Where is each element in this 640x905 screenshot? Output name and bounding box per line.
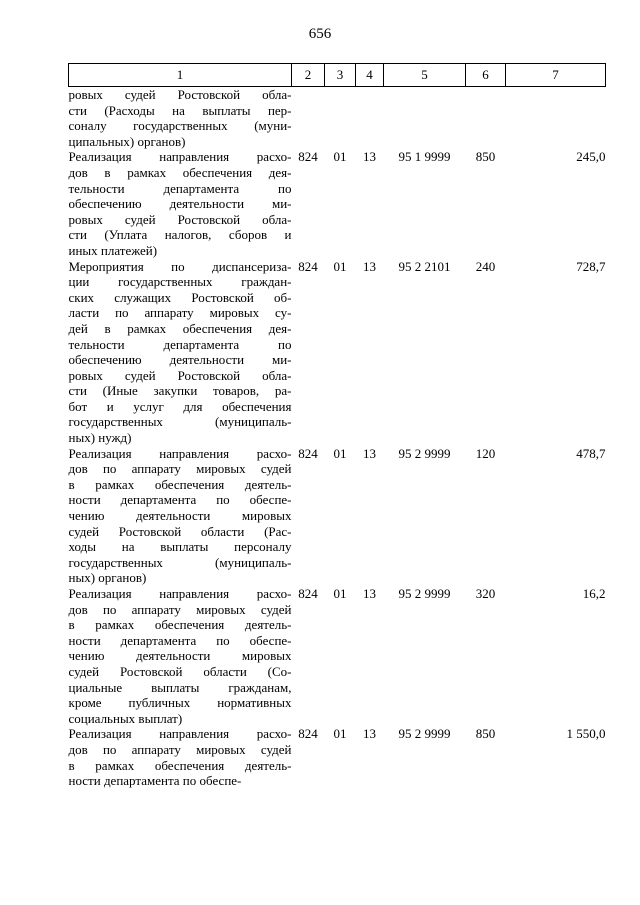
description-line: кроме публичных нормативных: [68, 695, 292, 711]
description-line: ции государственных граждан-: [68, 274, 292, 290]
expense-type-cell: 850: [475, 726, 496, 742]
description-line: дов в рамках обеспечения дея-: [68, 164, 292, 180]
description-line: ности департамента по обеспе-: [68, 632, 292, 648]
ministry-code-cell: 824: [298, 586, 318, 601]
subsection-code-cell: 13: [363, 726, 376, 742]
table-row: [69, 149, 606, 258]
subsection-code-cell: 13: [363, 258, 376, 274]
description-line: в рамках обеспечения деятель-: [68, 476, 292, 492]
section-code-cell: 01: [333, 586, 347, 601]
column-header: 6: [466, 64, 506, 87]
page-number: 656: [308, 26, 332, 42]
description-line: обеспечению деятельности ми-: [68, 196, 292, 212]
target-article-cell: 95 2 2101: [398, 258, 451, 274]
section-code-cell: 01: [333, 726, 347, 742]
description-line: бот и услуг для обеспечения: [68, 398, 292, 414]
description-line: социальных выплат): [68, 710, 183, 726]
table-row: [69, 446, 606, 586]
description-line: ности департамента по обеспе-: [68, 773, 242, 789]
description-line: в рамках обеспечения деятель-: [68, 617, 292, 633]
section-code-cell: 01: [333, 258, 347, 274]
target-article-cell: [384, 87, 466, 150]
description-line: тельности департамента по: [68, 180, 292, 196]
description-line: циальные выплаты гражданам,: [68, 679, 292, 695]
description-line: судей Ростовской области (Рас-: [68, 523, 292, 539]
ministry-code-cell: 824: [298, 258, 318, 274]
description-line: ходы на выплаты персоналу: [68, 539, 292, 555]
row-description: [69, 259, 292, 446]
description-line: дов по аппарату мировых судей: [68, 741, 292, 757]
description-line: тельности департамента по: [68, 336, 292, 352]
table-row: [69, 259, 606, 446]
row-description: [69, 586, 292, 726]
amount-cell: 478,7: [576, 445, 606, 461]
row-description: [69, 446, 292, 586]
column-header: 5: [384, 64, 466, 87]
description-line: ласти по аппарату мировых су-: [68, 305, 292, 321]
column-header: 3: [325, 64, 356, 87]
section-code-cell: 01: [333, 445, 347, 461]
amount-cell: 16,2: [582, 586, 606, 601]
description-line: сти (Уплата налогов, сборов и: [68, 227, 292, 243]
column-header: 7: [506, 64, 606, 87]
description-line: ровых судей Ростовской обла-: [68, 211, 292, 227]
ministry-code-cell: 824: [298, 149, 318, 165]
subsection-code-cell: 13: [363, 586, 376, 601]
description-line: государственных (муниципаль-: [68, 414, 292, 430]
description-line: ципальных) органов): [68, 133, 186, 149]
expense-type-cell: 240: [475, 258, 496, 274]
description-line: Мероприятия по диспансериза-: [68, 258, 292, 274]
description-line: чению деятельности мировых: [68, 508, 292, 524]
section-code-cell: [325, 87, 356, 150]
amount-cell: 728,7: [576, 258, 606, 274]
description-line: дей в рамках обеспечения дея-: [68, 320, 292, 336]
column-header: 4: [356, 64, 384, 87]
table-row: [69, 726, 606, 788]
description-line: ровых судей Ростовской обла-: [68, 87, 292, 102]
ministry-code-cell: 824: [298, 445, 318, 461]
description-line: дов по аппарату мировых судей: [68, 461, 292, 477]
target-article-cell: 95 2 9999: [398, 726, 451, 742]
expense-type-cell: 120: [475, 445, 496, 461]
description-line: соналу государственных (муни-: [68, 118, 292, 134]
amount-cell: 1 550,0: [566, 726, 606, 742]
table-row: [69, 87, 606, 150]
row-description: [69, 87, 292, 150]
description-line: ских служащих Ростовской об-: [68, 289, 292, 305]
table-header-row: [69, 64, 606, 87]
ministry-code-cell: [292, 87, 325, 150]
description-line: ровых судей Ростовской обла-: [68, 367, 292, 383]
subsection-code-cell: [356, 87, 384, 150]
description-line: Реализация направления расхо-: [68, 726, 292, 742]
amount-cell: 245,0: [576, 149, 606, 165]
column-header: 2: [292, 64, 325, 87]
description-line: обеспечению деятельности ми-: [68, 352, 292, 368]
ministry-code-cell: 824: [298, 726, 318, 742]
row-description: [69, 149, 292, 258]
column-header: 1: [69, 64, 292, 87]
table-row: [69, 586, 606, 726]
expense-type-cell: 320: [475, 586, 496, 601]
expense-type-cell: [466, 87, 506, 150]
description-line: Реализация направления расхо-: [68, 149, 292, 165]
description-line: сти (Иные закупки товаров, ра-: [68, 383, 292, 399]
budget-table: [68, 63, 606, 789]
description-line: иных платежей): [68, 242, 158, 258]
description-line: ности департамента по обеспе-: [68, 492, 292, 508]
description-line: Реализация направления расхо-: [68, 586, 292, 601]
description-line: судей Ростовской области (Со-: [68, 663, 292, 679]
target-article-cell: 95 2 9999: [398, 586, 451, 601]
description-line: чению деятельности мировых: [68, 648, 292, 664]
description-line: государственных (муниципаль-: [68, 554, 292, 570]
description-line: ных) органов): [68, 570, 147, 586]
description-line: Реализация направления расхо-: [68, 445, 292, 461]
subsection-code-cell: 13: [363, 149, 376, 165]
section-code-cell: 01: [333, 149, 347, 165]
description-line: в рамках обеспечения деятель-: [68, 757, 292, 773]
subsection-code-cell: 13: [363, 445, 376, 461]
description-line: дов по аппарату мировых судей: [68, 601, 292, 617]
target-article-cell: 95 2 9999: [398, 445, 451, 461]
amount-cell: [506, 87, 606, 150]
expense-type-cell: 850: [475, 149, 496, 165]
target-article-cell: 95 1 9999: [398, 149, 451, 165]
description-line: сти (Расходы на выплаты пер-: [68, 102, 292, 118]
row-description: [69, 726, 292, 788]
description-line: ных) нужд): [68, 430, 132, 446]
